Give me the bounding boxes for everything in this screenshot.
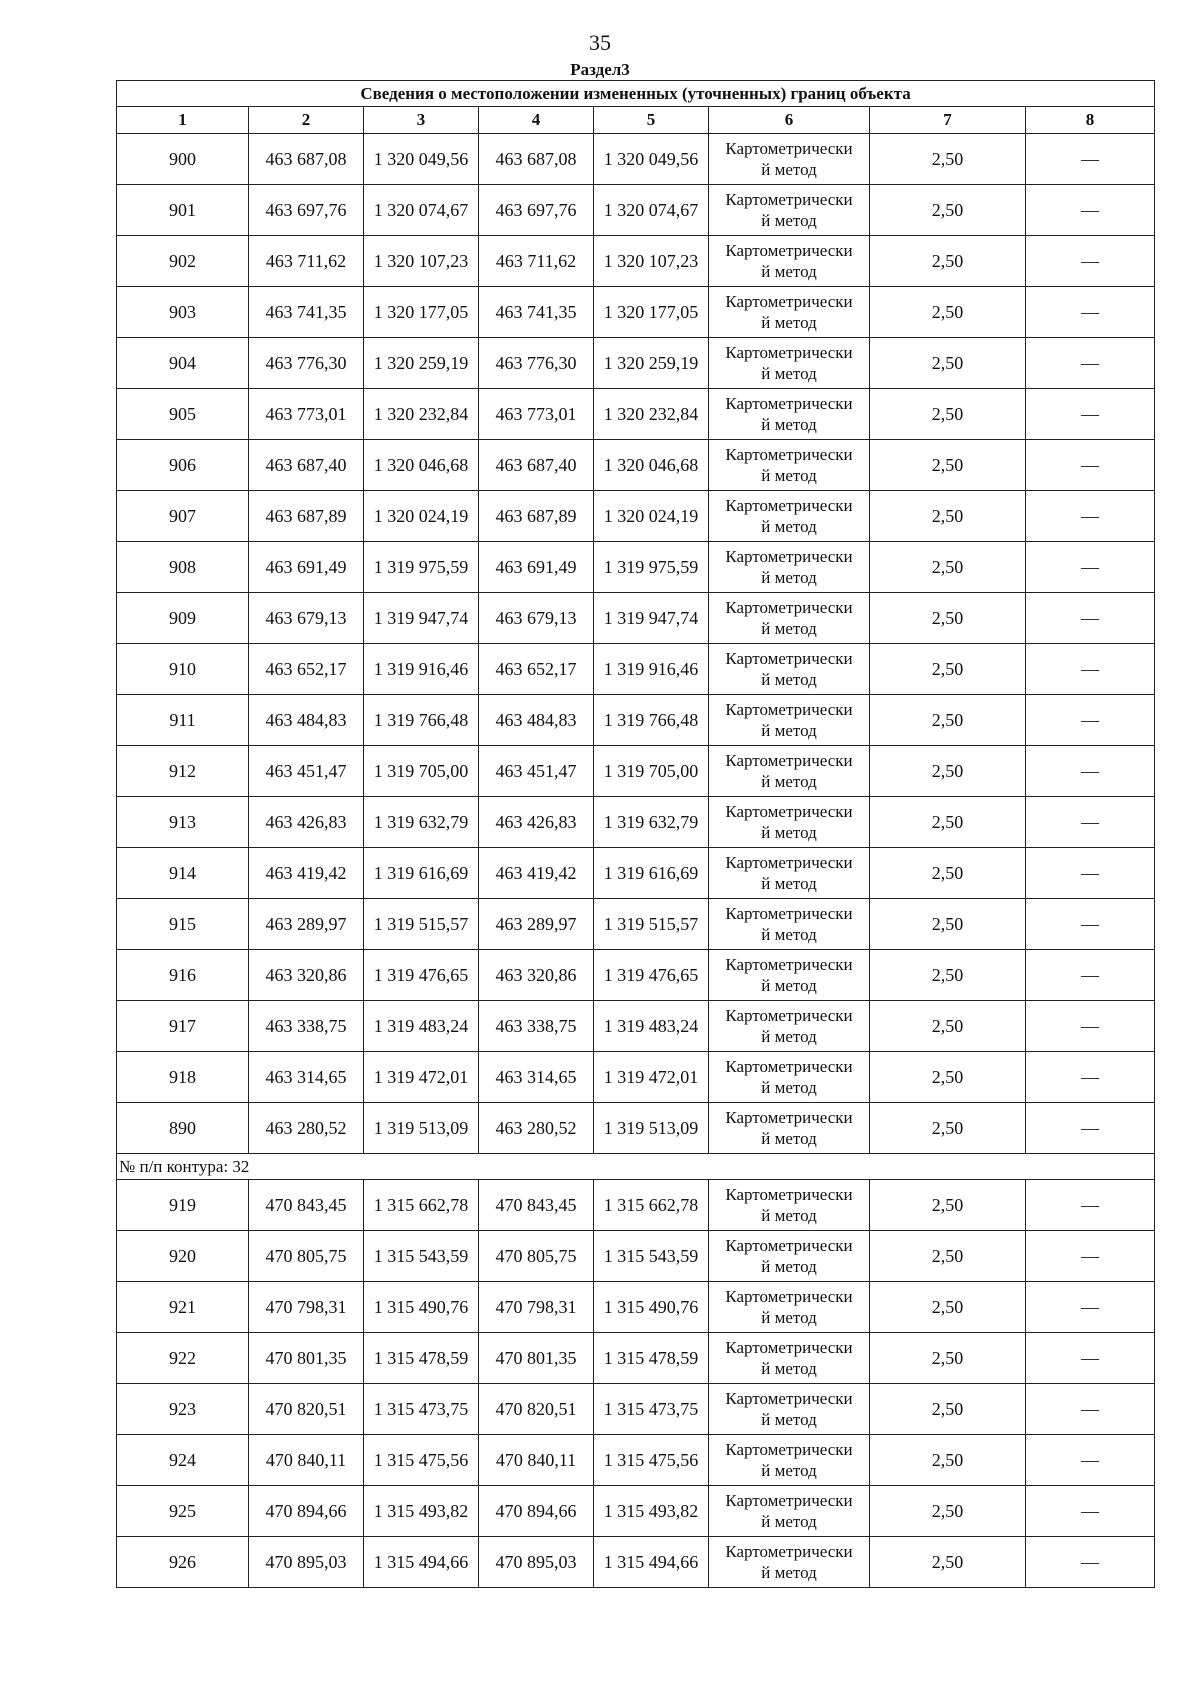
description-cell: —: [1026, 1052, 1155, 1103]
x-new-cell: 470 820,51: [479, 1384, 594, 1435]
description-cell: —: [1026, 1333, 1155, 1384]
y-new-cell: 1 319 515,57: [594, 899, 709, 950]
method-cell: Картометрически й метод: [709, 695, 870, 746]
table-row: [117, 236, 1155, 287]
y-new-cell: 1 319 472,01: [594, 1052, 709, 1103]
description-cell: —: [1026, 287, 1155, 338]
point-number-cell: 908: [117, 542, 249, 593]
column-number-header: 6: [709, 107, 870, 134]
description-cell: —: [1026, 389, 1155, 440]
method-cell: Картометрически й метод: [709, 1537, 870, 1588]
y-new-cell: 1 315 662,78: [594, 1180, 709, 1231]
x-new-cell: 463 697,76: [479, 185, 594, 236]
table-row: [117, 1333, 1155, 1384]
x-old-cell: 463 679,13: [249, 593, 364, 644]
column-number-header: 7: [870, 107, 1026, 134]
point-number-cell: 909: [117, 593, 249, 644]
method-cell: Картометрически й метод: [709, 287, 870, 338]
method-cell: Картометрически й метод: [709, 338, 870, 389]
description-cell: —: [1026, 644, 1155, 695]
description-cell: —: [1026, 134, 1155, 185]
point-number-cell: 901: [117, 185, 249, 236]
point-number-cell: 890: [117, 1103, 249, 1154]
precision-cell: 2,50: [870, 848, 1026, 899]
y-new-cell: 1 319 947,74: [594, 593, 709, 644]
precision-cell: 2,50: [870, 287, 1026, 338]
point-number-cell: 925: [117, 1486, 249, 1537]
precision-cell: 2,50: [870, 389, 1026, 440]
description-cell: —: [1026, 746, 1155, 797]
description-cell: —: [1026, 1103, 1155, 1154]
x-new-cell: 463 776,30: [479, 338, 594, 389]
table-row: [117, 338, 1155, 389]
point-number-cell: 916: [117, 950, 249, 1001]
method-cell: Картометрически й метод: [709, 185, 870, 236]
y-old-cell: 1 315 478,59: [364, 1333, 479, 1384]
y-old-cell: 1 320 074,67: [364, 185, 479, 236]
x-new-cell: 463 289,97: [479, 899, 594, 950]
x-new-cell: 463 741,35: [479, 287, 594, 338]
table-caption: Сведения о местоположении измененных (уточненных) границ объекта: [117, 81, 1155, 107]
table-row: [117, 593, 1155, 644]
column-number-header: 5: [594, 107, 709, 134]
method-cell: Картометрически й метод: [709, 848, 870, 899]
table-row: [117, 746, 1155, 797]
method-cell: Картометрически й метод: [709, 1384, 870, 1435]
column-number-header: 8: [1026, 107, 1155, 134]
method-cell: Картометрически й метод: [709, 1435, 870, 1486]
point-number-cell: 921: [117, 1282, 249, 1333]
table-row: [117, 1537, 1155, 1588]
point-number-cell: 914: [117, 848, 249, 899]
y-old-cell: 1 319 476,65: [364, 950, 479, 1001]
description-cell: —: [1026, 695, 1155, 746]
x-old-cell: 463 687,40: [249, 440, 364, 491]
table-row: [117, 389, 1155, 440]
description-cell: —: [1026, 1282, 1155, 1333]
x-old-cell: 463 289,97: [249, 899, 364, 950]
point-number-cell: 923: [117, 1384, 249, 1435]
x-old-cell: 470 798,31: [249, 1282, 364, 1333]
table-row: [117, 899, 1155, 950]
column-number-header: 3: [364, 107, 479, 134]
x-new-cell: 470 843,45: [479, 1180, 594, 1231]
y-old-cell: 1 320 024,19: [364, 491, 479, 542]
y-new-cell: 1 315 478,59: [594, 1333, 709, 1384]
x-old-cell: 470 843,45: [249, 1180, 364, 1231]
x-old-cell: 463 741,35: [249, 287, 364, 338]
contour-label-row: [117, 1154, 1155, 1180]
x-new-cell: 463 320,86: [479, 950, 594, 1001]
x-new-cell: 463 338,75: [479, 1001, 594, 1052]
y-old-cell: 1 319 975,59: [364, 542, 479, 593]
precision-cell: 2,50: [870, 491, 1026, 542]
precision-cell: 2,50: [870, 593, 1026, 644]
description-cell: —: [1026, 338, 1155, 389]
precision-cell: 2,50: [870, 1282, 1026, 1333]
precision-cell: 2,50: [870, 797, 1026, 848]
y-new-cell: 1 315 493,82: [594, 1486, 709, 1537]
y-new-cell: 1 319 616,69: [594, 848, 709, 899]
method-cell: Картометрически й метод: [709, 1103, 870, 1154]
y-new-cell: 1 320 074,67: [594, 185, 709, 236]
precision-cell: 2,50: [870, 134, 1026, 185]
x-new-cell: 463 280,52: [479, 1103, 594, 1154]
x-old-cell: 463 484,83: [249, 695, 364, 746]
x-old-cell: 470 894,66: [249, 1486, 364, 1537]
y-old-cell: 1 319 472,01: [364, 1052, 479, 1103]
x-new-cell: 463 691,49: [479, 542, 594, 593]
y-new-cell: 1 315 543,59: [594, 1231, 709, 1282]
description-cell: —: [1026, 797, 1155, 848]
y-old-cell: 1 320 107,23: [364, 236, 479, 287]
x-old-cell: 470 801,35: [249, 1333, 364, 1384]
table-row: [117, 797, 1155, 848]
precision-cell: 2,50: [870, 1103, 1026, 1154]
precision-cell: 2,50: [870, 185, 1026, 236]
method-cell: Картометрически й метод: [709, 950, 870, 1001]
table-row: [117, 542, 1155, 593]
y-old-cell: 1 320 049,56: [364, 134, 479, 185]
point-number-cell: 904: [117, 338, 249, 389]
y-old-cell: 1 315 473,75: [364, 1384, 479, 1435]
method-cell: Картометрически й метод: [709, 440, 870, 491]
description-cell: —: [1026, 1001, 1155, 1052]
y-new-cell: 1 319 975,59: [594, 542, 709, 593]
point-number-cell: 915: [117, 899, 249, 950]
y-old-cell: 1 319 766,48: [364, 695, 479, 746]
y-old-cell: 1 320 232,84: [364, 389, 479, 440]
table-row: [117, 1384, 1155, 1435]
x-new-cell: 470 798,31: [479, 1282, 594, 1333]
description-cell: —: [1026, 593, 1155, 644]
y-new-cell: 1 319 766,48: [594, 695, 709, 746]
method-cell: Картометрически й метод: [709, 899, 870, 950]
point-number-cell: 920: [117, 1231, 249, 1282]
x-new-cell: 463 687,40: [479, 440, 594, 491]
table-row: [117, 848, 1155, 899]
method-cell: Картометрически й метод: [709, 134, 870, 185]
column-numbers-row: [117, 107, 1155, 134]
y-old-cell: 1 315 662,78: [364, 1180, 479, 1231]
x-old-cell: 463 697,76: [249, 185, 364, 236]
x-new-cell: 470 801,35: [479, 1333, 594, 1384]
y-new-cell: 1 320 177,05: [594, 287, 709, 338]
table-body: [117, 134, 1155, 1588]
x-old-cell: 463 320,86: [249, 950, 364, 1001]
y-new-cell: 1 319 513,09: [594, 1103, 709, 1154]
method-cell: Картометрически й метод: [709, 1001, 870, 1052]
x-old-cell: 463 687,89: [249, 491, 364, 542]
y-old-cell: 1 319 947,74: [364, 593, 479, 644]
x-old-cell: 463 338,75: [249, 1001, 364, 1052]
precision-cell: 2,50: [870, 746, 1026, 797]
y-old-cell: 1 319 632,79: [364, 797, 479, 848]
page-number: 35: [589, 30, 611, 55]
x-old-cell: 463 280,52: [249, 1103, 364, 1154]
x-new-cell: 463 679,13: [479, 593, 594, 644]
precision-cell: 2,50: [870, 899, 1026, 950]
point-number-cell: 906: [117, 440, 249, 491]
precision-cell: 2,50: [870, 1333, 1026, 1384]
precision-cell: 2,50: [870, 1231, 1026, 1282]
y-new-cell: 1 319 632,79: [594, 797, 709, 848]
method-cell: Картометрически й метод: [709, 1282, 870, 1333]
description-cell: —: [1026, 1180, 1155, 1231]
point-number-cell: 902: [117, 236, 249, 287]
x-new-cell: 470 840,11: [479, 1435, 594, 1486]
x-new-cell: 463 652,17: [479, 644, 594, 695]
y-old-cell: 1 315 493,82: [364, 1486, 479, 1537]
precision-cell: 2,50: [870, 644, 1026, 695]
y-new-cell: 1 320 259,19: [594, 338, 709, 389]
precision-cell: 2,50: [870, 440, 1026, 491]
description-cell: —: [1026, 185, 1155, 236]
table-row: [117, 644, 1155, 695]
table-row: [117, 1103, 1155, 1154]
contour-label: № п/п контура: 32: [117, 1154, 1155, 1180]
x-new-cell: 463 773,01: [479, 389, 594, 440]
point-number-cell: 903: [117, 287, 249, 338]
description-cell: —: [1026, 899, 1155, 950]
x-old-cell: 470 840,11: [249, 1435, 364, 1486]
precision-cell: 2,50: [870, 1180, 1026, 1231]
column-number-header: 4: [479, 107, 594, 134]
precision-cell: 2,50: [870, 1001, 1026, 1052]
description-cell: —: [1026, 491, 1155, 542]
x-new-cell: 470 895,03: [479, 1537, 594, 1588]
x-old-cell: 463 426,83: [249, 797, 364, 848]
y-new-cell: 1 319 916,46: [594, 644, 709, 695]
method-cell: Картометрически й метод: [709, 797, 870, 848]
method-cell: Картометрически й метод: [709, 746, 870, 797]
point-number-cell: 900: [117, 134, 249, 185]
y-new-cell: 1 320 232,84: [594, 389, 709, 440]
description-cell: —: [1026, 1486, 1155, 1537]
coordinates-table: [116, 80, 1155, 1588]
description-cell: —: [1026, 1384, 1155, 1435]
x-old-cell: 463 652,17: [249, 644, 364, 695]
description-cell: —: [1026, 950, 1155, 1001]
method-cell: Картометрически й метод: [709, 542, 870, 593]
precision-cell: 2,50: [870, 950, 1026, 1001]
precision-cell: 2,50: [870, 695, 1026, 746]
method-cell: Картометрически й метод: [709, 1180, 870, 1231]
x-old-cell: 470 805,75: [249, 1231, 364, 1282]
y-new-cell: 1 319 483,24: [594, 1001, 709, 1052]
y-old-cell: 1 319 616,69: [364, 848, 479, 899]
section-title: Раздел3: [570, 60, 630, 79]
table-row: [117, 1486, 1155, 1537]
description-cell: —: [1026, 236, 1155, 287]
y-new-cell: 1 315 473,75: [594, 1384, 709, 1435]
y-old-cell: 1 320 177,05: [364, 287, 479, 338]
x-new-cell: 470 805,75: [479, 1231, 594, 1282]
y-old-cell: 1 319 483,24: [364, 1001, 479, 1052]
description-cell: —: [1026, 440, 1155, 491]
x-old-cell: 463 691,49: [249, 542, 364, 593]
table-row: [117, 695, 1155, 746]
x-new-cell: 463 484,83: [479, 695, 594, 746]
description-cell: —: [1026, 848, 1155, 899]
y-new-cell: 1 320 107,23: [594, 236, 709, 287]
table-row: [117, 950, 1155, 1001]
y-old-cell: 1 320 046,68: [364, 440, 479, 491]
y-new-cell: 1 320 024,19: [594, 491, 709, 542]
method-cell: Картометрически й метод: [709, 644, 870, 695]
table-row: [117, 185, 1155, 236]
table-row: [117, 134, 1155, 185]
x-new-cell: 463 314,65: [479, 1052, 594, 1103]
y-new-cell: 1 320 049,56: [594, 134, 709, 185]
y-old-cell: 1 315 475,56: [364, 1435, 479, 1486]
y-old-cell: 1 319 513,09: [364, 1103, 479, 1154]
y-new-cell: 1 315 494,66: [594, 1537, 709, 1588]
point-number-cell: 913: [117, 797, 249, 848]
table-row: [117, 1435, 1155, 1486]
x-new-cell: 463 687,08: [479, 134, 594, 185]
x-old-cell: 470 895,03: [249, 1537, 364, 1588]
method-cell: Картометрически й метод: [709, 389, 870, 440]
x-old-cell: 463 776,30: [249, 338, 364, 389]
table-row: [117, 1180, 1155, 1231]
point-number-cell: 912: [117, 746, 249, 797]
y-old-cell: 1 319 705,00: [364, 746, 479, 797]
x-new-cell: 470 894,66: [479, 1486, 594, 1537]
table-row: [117, 491, 1155, 542]
y-old-cell: 1 320 259,19: [364, 338, 479, 389]
column-number-header: 1: [117, 107, 249, 134]
precision-cell: 2,50: [870, 338, 1026, 389]
method-cell: Картометрически й метод: [709, 491, 870, 542]
x-old-cell: 463 711,62: [249, 236, 364, 287]
table-row: [117, 1001, 1155, 1052]
precision-cell: 2,50: [870, 236, 1026, 287]
point-number-cell: 918: [117, 1052, 249, 1103]
point-number-cell: 911: [117, 695, 249, 746]
x-old-cell: 463 314,65: [249, 1052, 364, 1103]
precision-cell: 2,50: [870, 542, 1026, 593]
table-row: [117, 1231, 1155, 1282]
table-row: [117, 1282, 1155, 1333]
x-old-cell: 470 820,51: [249, 1384, 364, 1435]
x-old-cell: 463 451,47: [249, 746, 364, 797]
x-new-cell: 463 419,42: [479, 848, 594, 899]
method-cell: Картометрически й метод: [709, 1231, 870, 1282]
description-cell: —: [1026, 1537, 1155, 1588]
point-number-cell: 910: [117, 644, 249, 695]
table-row: [117, 287, 1155, 338]
point-number-cell: 905: [117, 389, 249, 440]
x-old-cell: 463 687,08: [249, 134, 364, 185]
precision-cell: 2,50: [870, 1435, 1026, 1486]
column-number-header: 2: [249, 107, 364, 134]
method-cell: Картометрически й метод: [709, 1486, 870, 1537]
y-new-cell: 1 320 046,68: [594, 440, 709, 491]
y-old-cell: 1 315 494,66: [364, 1537, 479, 1588]
description-cell: —: [1026, 1231, 1155, 1282]
precision-cell: 2,50: [870, 1052, 1026, 1103]
x-new-cell: 463 451,47: [479, 746, 594, 797]
method-cell: Картометрически й метод: [709, 236, 870, 287]
x-old-cell: 463 419,42: [249, 848, 364, 899]
precision-cell: 2,50: [870, 1537, 1026, 1588]
y-new-cell: 1 315 490,76: [594, 1282, 709, 1333]
method-cell: Картометрически й метод: [709, 1052, 870, 1103]
point-number-cell: 924: [117, 1435, 249, 1486]
y-old-cell: 1 319 916,46: [364, 644, 479, 695]
table-row: [117, 1052, 1155, 1103]
point-number-cell: 926: [117, 1537, 249, 1588]
method-cell: Картометрически й метод: [709, 1333, 870, 1384]
x-new-cell: 463 711,62: [479, 236, 594, 287]
y-old-cell: 1 319 515,57: [364, 899, 479, 950]
method-cell: Картометрически й метод: [709, 593, 870, 644]
x-old-cell: 463 773,01: [249, 389, 364, 440]
point-number-cell: 917: [117, 1001, 249, 1052]
y-old-cell: 1 315 543,59: [364, 1231, 479, 1282]
y-old-cell: 1 315 490,76: [364, 1282, 479, 1333]
y-new-cell: 1 315 475,56: [594, 1435, 709, 1486]
point-number-cell: 907: [117, 491, 249, 542]
table-row: [117, 440, 1155, 491]
y-new-cell: 1 319 705,00: [594, 746, 709, 797]
x-new-cell: 463 687,89: [479, 491, 594, 542]
point-number-cell: 919: [117, 1180, 249, 1231]
x-new-cell: 463 426,83: [479, 797, 594, 848]
precision-cell: 2,50: [870, 1384, 1026, 1435]
point-number-cell: 922: [117, 1333, 249, 1384]
precision-cell: 2,50: [870, 1486, 1026, 1537]
description-cell: —: [1026, 542, 1155, 593]
description-cell: —: [1026, 1435, 1155, 1486]
y-new-cell: 1 319 476,65: [594, 950, 709, 1001]
